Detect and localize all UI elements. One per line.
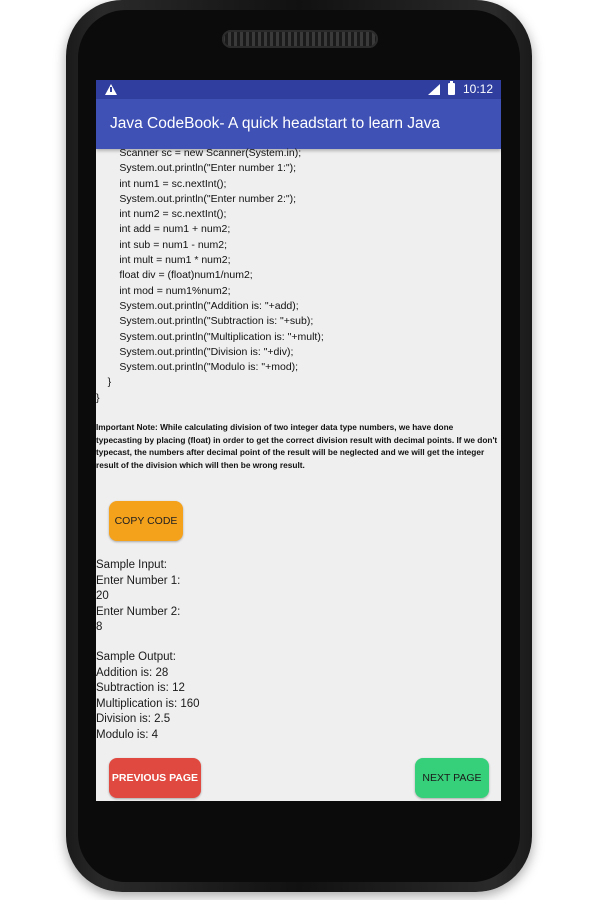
app-bar bbox=[96, 99, 501, 149]
code-line: int num2 = sc.nextInt(); bbox=[96, 208, 227, 221]
code-line: int sub = num1 - num2; bbox=[96, 238, 228, 251]
code-line: System.out.println("Modulo is: "+mod); bbox=[96, 361, 299, 374]
code-line: float div = (float)num1/num2; bbox=[96, 269, 253, 282]
code-line: } bbox=[96, 391, 100, 404]
sample-input-line: Sample Input: bbox=[96, 559, 167, 571]
sample-output-line: Subtraction is: 12 bbox=[96, 682, 185, 694]
code-line: System.out.println("Division is: "+div); bbox=[96, 345, 294, 358]
code-line: Scanner sc = new Scanner(System.in); bbox=[96, 147, 302, 159]
sample-input-line: 8 bbox=[96, 621, 103, 633]
sample-output-line: Multiplication is: 160 bbox=[96, 697, 200, 710]
important-note: Important Note: While calculating division of two integer data type numbers, we have done typecasting by placing (float) in order to get the correct division result with decimal points. If we don't typecast, the numbers after decimal point of the result will be neglected and we will get the integer result of the division which will then be wrong result. bbox=[96, 422, 498, 470]
code-line: System.out.println("Addition is: "+add); bbox=[96, 299, 299, 312]
code-line: System.out.println("Enter number 1:"); bbox=[96, 162, 297, 175]
sample-input-line: Enter Number 1: bbox=[96, 574, 181, 587]
code-line: int add = num1 + num2; bbox=[96, 223, 231, 236]
warning-icon bbox=[105, 84, 117, 95]
sample-output bbox=[96, 650, 200, 743]
status-clock: 10:12 bbox=[463, 82, 494, 96]
sample-input bbox=[96, 558, 180, 636]
signal-icon bbox=[428, 84, 440, 95]
app-screen bbox=[96, 80, 501, 801]
sample-input-line: 20 bbox=[96, 590, 109, 602]
battery-icon bbox=[448, 83, 455, 95]
code-line: } bbox=[96, 376, 112, 389]
next-page-button[interactable]: NEXT PAGE bbox=[415, 758, 489, 798]
speaker-grille bbox=[222, 30, 378, 48]
code-line: int mult = num1 * num2; bbox=[96, 254, 231, 267]
content-area[interactable] bbox=[96, 146, 501, 801]
code-line: System.out.println("Subtraction is: "+sub); bbox=[96, 315, 314, 328]
app-title: Java CodeBook- A quick headstart to learn Java bbox=[110, 115, 441, 132]
code-line: int num1 = sc.nextInt(); bbox=[96, 177, 227, 190]
code-line: System.out.println("Enter number 2:"); bbox=[96, 192, 297, 205]
code-line: int mod = num1%num2; bbox=[96, 284, 231, 297]
code-line: System.out.println("Multiplication is: "+mult); bbox=[96, 330, 324, 343]
sample-output-line: Sample Output: bbox=[96, 651, 176, 663]
sample-input-line: Enter Number 2: bbox=[96, 605, 181, 618]
code-block bbox=[96, 146, 501, 406]
sample-output-line: Modulo is: 4 bbox=[96, 728, 159, 741]
sample-output-line: Division is: 2.5 bbox=[96, 713, 171, 725]
previous-page-button[interactable]: PREVIOUS PAGE bbox=[109, 758, 201, 798]
sample-output-line: Addition is: 28 bbox=[96, 666, 169, 679]
copy-code-button[interactable]: COPY CODE bbox=[109, 501, 183, 541]
status-bar bbox=[96, 80, 501, 99]
